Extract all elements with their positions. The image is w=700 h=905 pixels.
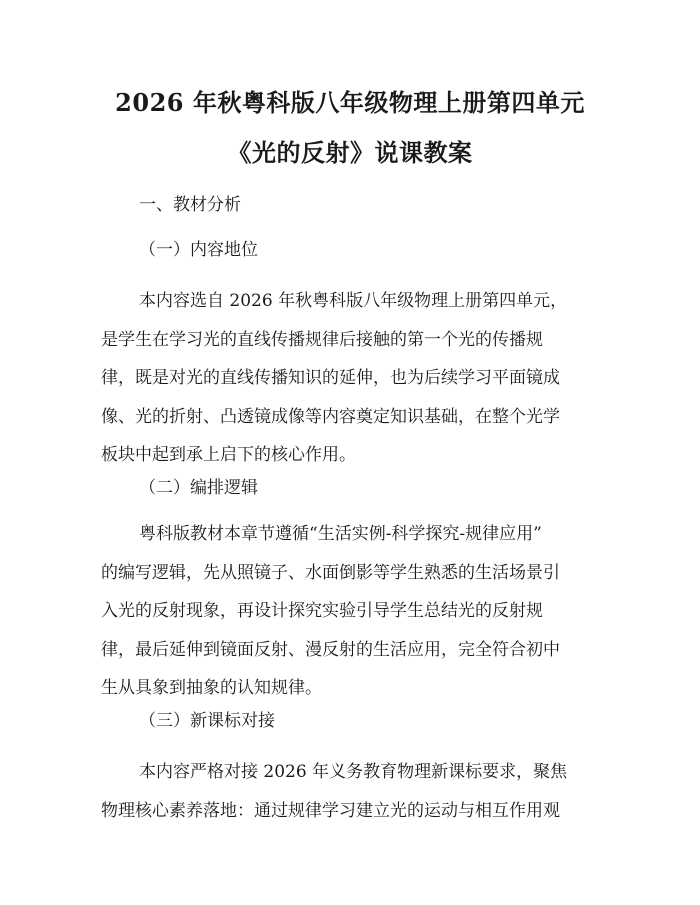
paragraph-line: 律，既是对光的直线传播知识的延伸，也为后续学习平面镜成	[101, 368, 560, 388]
paragraph-line: 粤科版教材本章节遵循“生活实例-科学探究-规律应用”	[139, 524, 542, 544]
document-title-line-1: 2026 年秋粤科版八年级物理上册第四单元	[115, 88, 585, 117]
paragraph-line: 物理核心素养落地：通过规律学习建立光的运动与相互作用观	[101, 800, 560, 821]
paragraph-line: 板块中起到承上启下的核心作用。	[101, 445, 356, 465]
paragraph-line: 是学生在学习光的直线传播规律后接触的第一个光的传播规	[101, 329, 543, 350]
paragraph-content-position	[101, 282, 601, 475]
paragraph-line: 本内容严格对接 2026 年义务教育物理新课标要求，聚焦	[139, 762, 568, 782]
paragraph-line: 律，最后延伸到镜面反射、漫反射的生活应用，完全符合初中	[101, 639, 560, 660]
paragraph-line: 的编写逻辑，先从照镜子、水面倒影等学生熟悉的生活场景引	[101, 562, 560, 583]
paragraph-line: 生从具象到抽象的认知规律。	[101, 678, 322, 698]
paragraph-new-curriculum	[101, 753, 601, 830]
paragraph-line: 像、光的折射、凸透镜成像等内容奠定知识基础，在整个光学	[101, 406, 560, 427]
paragraph-layout-logic	[101, 515, 601, 708]
section-heading-textbook-analysis: 一、教材分析	[139, 195, 241, 215]
subsection-heading-layout-logic: （二）编排逻辑	[139, 478, 258, 498]
subsection-heading-new-curriculum: （三）新课标对接	[139, 711, 275, 731]
document-title-line-2: 《光的反射》说课教案	[227, 138, 473, 167]
paragraph-line: 入光的反射现象，再设计探究实验引导学生总结光的反射规	[101, 601, 543, 621]
paragraph-line: 本内容选自 2026 年秋粤科版八年级物理上册第四单元，	[139, 291, 568, 311]
subsection-heading-content-position: （一）内容地位	[139, 240, 258, 260]
